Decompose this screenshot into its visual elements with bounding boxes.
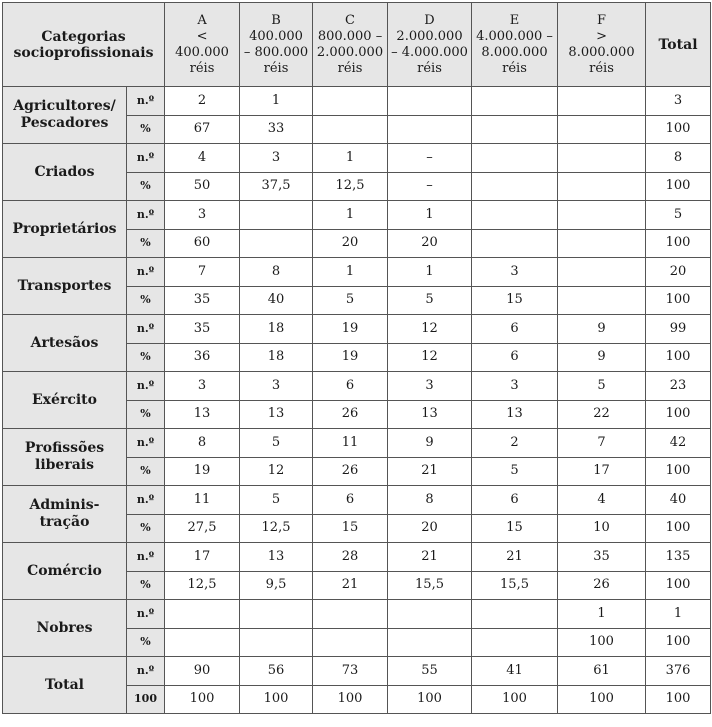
table-cell: 7 xyxy=(165,258,240,287)
table-cell xyxy=(240,600,313,629)
table-cell xyxy=(558,87,646,116)
table-cell: 100 xyxy=(388,685,472,714)
row-unit-label: n.º xyxy=(127,144,165,173)
table-row-count xyxy=(3,600,711,629)
table-cell: 99 xyxy=(646,315,711,344)
table-cell: 100 xyxy=(646,115,711,144)
table-cell: 18 xyxy=(240,315,313,344)
row-unit-label: n.º xyxy=(127,657,165,686)
table-cell: 4 xyxy=(165,144,240,173)
table-cell: 42 xyxy=(646,429,711,458)
table-cell: 100 xyxy=(646,172,711,201)
table-cell xyxy=(558,115,646,144)
header-col-line: 2.000.000 xyxy=(316,44,384,60)
table-cell: 13 xyxy=(165,400,240,429)
socioprofessional-table xyxy=(2,2,711,714)
table-cell: – xyxy=(388,172,472,201)
table-cell: 6 xyxy=(313,372,388,401)
table-cell: 26 xyxy=(313,400,388,429)
table-cell: 8 xyxy=(388,486,472,515)
header-col-e xyxy=(472,3,558,87)
table-cell: 6 xyxy=(472,315,558,344)
table-row-count xyxy=(3,201,711,230)
table-cell: 100 xyxy=(646,628,711,657)
table-cell: 11 xyxy=(165,486,240,515)
row-unit-label: % xyxy=(127,400,165,429)
table-cell: 3 xyxy=(165,201,240,230)
row-unit-label: n.º xyxy=(127,372,165,401)
table-cell: 41 xyxy=(472,657,558,686)
table-cell: 27,5 xyxy=(165,514,240,543)
row-category: Adminis- tração xyxy=(3,486,127,543)
row-category: Transportes xyxy=(3,258,127,315)
header-col-line: < xyxy=(196,28,208,44)
table-cell: 13 xyxy=(388,400,472,429)
table-cell: 9,5 xyxy=(240,571,313,600)
table-cell: 15 xyxy=(313,514,388,543)
table-cell: 3 xyxy=(646,87,711,116)
table-cell: – xyxy=(388,144,472,173)
table-cell: 5 xyxy=(313,286,388,315)
table-cell: 18 xyxy=(240,343,313,372)
table-row-count xyxy=(3,258,711,287)
row-category: Nobres xyxy=(3,600,127,657)
header-col-line: – 800.000 xyxy=(243,44,309,60)
header-col-letter: C xyxy=(345,12,355,28)
table-cell: 12,5 xyxy=(240,514,313,543)
table-header xyxy=(3,3,711,87)
table-cell: 13 xyxy=(240,543,313,572)
table-cell: 9 xyxy=(558,343,646,372)
table-cell: 7 xyxy=(558,429,646,458)
table-cell: 5 xyxy=(472,457,558,486)
table-cell: 100 xyxy=(646,286,711,315)
header-col-d xyxy=(388,3,472,87)
table-cell: 55 xyxy=(388,657,472,686)
table-cell: 100 xyxy=(646,343,711,372)
table-cell: 17 xyxy=(165,543,240,572)
table-cell: 1 xyxy=(646,600,711,629)
header-col-line: 4.000.000 – xyxy=(476,28,553,44)
table-cell: 19 xyxy=(313,343,388,372)
header-col-f xyxy=(558,3,646,87)
header-col-line: > xyxy=(596,28,607,44)
table-cell: 100 xyxy=(646,571,711,600)
header-col-line: réis xyxy=(589,60,614,76)
table-cell: 10 xyxy=(558,514,646,543)
table-cell: 12,5 xyxy=(313,172,388,201)
table-cell xyxy=(165,600,240,629)
header-total: Total xyxy=(646,3,711,87)
table-row-count xyxy=(3,144,711,173)
table-cell: 5 xyxy=(558,372,646,401)
table-cell: 3 xyxy=(240,372,313,401)
row-unit-label: % xyxy=(127,115,165,144)
header-col-letter: B xyxy=(271,12,281,28)
table-cell: 12 xyxy=(388,343,472,372)
table-cell: 5 xyxy=(388,286,472,315)
table-cell: 15 xyxy=(472,514,558,543)
table-cell: 22 xyxy=(558,400,646,429)
table-row-count xyxy=(3,372,711,401)
table-cell: 100 xyxy=(646,400,711,429)
table-cell: 5 xyxy=(240,429,313,458)
table-cell: 9 xyxy=(558,315,646,344)
table-cell xyxy=(240,628,313,657)
header-col-line: 800.000 – xyxy=(317,28,383,44)
table-cell: 15 xyxy=(472,286,558,315)
table-cell: 3 xyxy=(472,372,558,401)
row-category: Comércio xyxy=(3,543,127,600)
row-unit-label: % xyxy=(127,172,165,201)
table-cell xyxy=(388,115,472,144)
table-cell: 1 xyxy=(313,144,388,173)
table-cell: 1 xyxy=(313,258,388,287)
table-row-count xyxy=(3,657,711,686)
row-unit-label: % xyxy=(127,571,165,600)
table-cell: 35 xyxy=(165,286,240,315)
table-cell: 21 xyxy=(388,457,472,486)
table-cell: 8 xyxy=(240,258,313,287)
row-unit-label: n.º xyxy=(127,429,165,458)
row-category: Total xyxy=(3,657,127,714)
table-cell: 1 xyxy=(558,600,646,629)
table-cell xyxy=(240,201,313,230)
row-category: Criados xyxy=(3,144,127,201)
table-cell: 73 xyxy=(313,657,388,686)
table-cell xyxy=(472,600,558,629)
header-col-line: 400.000 xyxy=(175,44,229,60)
row-unit-label: n.º xyxy=(127,543,165,572)
row-category: Proprietários xyxy=(3,201,127,258)
table-cell: 5 xyxy=(240,486,313,515)
header-col-line: réis xyxy=(417,60,442,76)
row-category: Artesãos xyxy=(3,315,127,372)
table-cell xyxy=(558,172,646,201)
table-cell: 67 xyxy=(165,115,240,144)
table-cell: 135 xyxy=(646,543,711,572)
table-cell: 26 xyxy=(558,571,646,600)
table-cell: 1 xyxy=(388,201,472,230)
header-col-a xyxy=(165,3,240,87)
row-unit-label: % xyxy=(127,229,165,258)
table-cell xyxy=(558,144,646,173)
table-cell xyxy=(472,229,558,258)
table-cell xyxy=(388,600,472,629)
table-cell: 90 xyxy=(165,657,240,686)
table-cell: 1 xyxy=(240,87,313,116)
table-cell xyxy=(472,87,558,116)
table-cell: 28 xyxy=(313,543,388,572)
table-cell: 6 xyxy=(313,486,388,515)
table-cell: 11 xyxy=(313,429,388,458)
table-cell: 3 xyxy=(240,144,313,173)
table-cell: 40 xyxy=(240,286,313,315)
table-cell xyxy=(313,87,388,116)
row-unit-label: n.º xyxy=(127,486,165,515)
row-unit-label: % xyxy=(127,343,165,372)
table-cell: 20 xyxy=(646,258,711,287)
table-cell xyxy=(313,600,388,629)
row-unit-label: n.º xyxy=(127,315,165,344)
table-cell: 3 xyxy=(165,372,240,401)
row-unit-label: n.º xyxy=(127,258,165,287)
table-cell: 61 xyxy=(558,657,646,686)
table-cell: 4 xyxy=(558,486,646,515)
row-category: Agricultores/ Pescadores xyxy=(3,87,127,144)
table-cell xyxy=(472,144,558,173)
header-col-line: 8.000.000 xyxy=(568,44,635,60)
table-cell: 376 xyxy=(646,657,711,686)
table-cell: 56 xyxy=(240,657,313,686)
table-cell: 100 xyxy=(646,229,711,258)
table-cell: 35 xyxy=(165,315,240,344)
table-cell xyxy=(472,115,558,144)
table-cell: 36 xyxy=(165,343,240,372)
table-cell: 60 xyxy=(165,229,240,258)
table-cell: 100 xyxy=(558,628,646,657)
table-row-count xyxy=(3,429,711,458)
table-cell: 1 xyxy=(388,258,472,287)
table-cell: 20 xyxy=(388,514,472,543)
header-col-line: réis xyxy=(502,60,527,76)
header-col-line: réis xyxy=(189,60,215,76)
table-cell: 19 xyxy=(165,457,240,486)
header-category: Categorias socioprofissionais xyxy=(3,3,165,87)
table-cell: 50 xyxy=(165,172,240,201)
table-cell xyxy=(472,172,558,201)
table-cell: 26 xyxy=(313,457,388,486)
table-cell: 8 xyxy=(165,429,240,458)
row-unit-label: % xyxy=(127,457,165,486)
row-unit-label: n.º xyxy=(127,600,165,629)
table-cell: 100 xyxy=(558,685,646,714)
table-cell: 20 xyxy=(313,229,388,258)
table-cell: 15,5 xyxy=(388,571,472,600)
row-unit-label: % xyxy=(127,628,165,657)
table-cell: 33 xyxy=(240,115,313,144)
table-cell xyxy=(313,628,388,657)
table-body xyxy=(3,87,711,714)
table-cell: 3 xyxy=(388,372,472,401)
header-col-letter: A xyxy=(197,12,207,28)
table-cell xyxy=(558,201,646,230)
table-cell: 20 xyxy=(388,229,472,258)
table-cell: 100 xyxy=(646,685,711,714)
table-cell xyxy=(558,258,646,287)
table-row-count xyxy=(3,543,711,572)
table-cell: 6 xyxy=(472,486,558,515)
table-cell: 100 xyxy=(240,685,313,714)
table-cell: 2 xyxy=(472,429,558,458)
table-cell: 8 xyxy=(646,144,711,173)
table-cell: 1 xyxy=(313,201,388,230)
header-col-line: 2.000.000 xyxy=(396,28,463,44)
table-cell: 37,5 xyxy=(240,172,313,201)
table-cell: 19 xyxy=(313,315,388,344)
table-cell: 100 xyxy=(313,685,388,714)
table-cell: 5 xyxy=(646,201,711,230)
table-cell: 21 xyxy=(472,543,558,572)
table-cell: 40 xyxy=(646,486,711,515)
header-col-letter: E xyxy=(509,12,520,28)
table-cell: 6 xyxy=(472,343,558,372)
table-cell xyxy=(472,201,558,230)
table-cell: 12 xyxy=(388,315,472,344)
row-unit-label: n.º xyxy=(127,87,165,116)
table-cell: 13 xyxy=(240,400,313,429)
row-unit-label: % xyxy=(127,514,165,543)
table-cell: 100 xyxy=(472,685,558,714)
table-cell: 21 xyxy=(388,543,472,572)
table-row-count xyxy=(3,315,711,344)
table-cell xyxy=(165,628,240,657)
table-cell: 15,5 xyxy=(472,571,558,600)
row-category: Exército xyxy=(3,372,127,429)
header-col-c xyxy=(313,3,388,87)
header-col-line: 8.000.000 xyxy=(481,44,548,60)
table-cell: 35 xyxy=(558,543,646,572)
header-col-b xyxy=(240,3,313,87)
table-cell: 9 xyxy=(388,429,472,458)
table-cell xyxy=(472,628,558,657)
row-unit-label: n.º xyxy=(127,201,165,230)
table-row-count xyxy=(3,486,711,515)
table-cell xyxy=(558,286,646,315)
header-col-letter: D xyxy=(424,12,435,28)
table-cell: 3 xyxy=(472,258,558,287)
row-category: Profissões liberais xyxy=(3,429,127,486)
table-cell: 2 xyxy=(165,87,240,116)
table-cell: 100 xyxy=(165,685,240,714)
header-col-line: 400.000 xyxy=(249,28,303,44)
table-cell xyxy=(388,87,472,116)
row-unit-label: % xyxy=(127,286,165,315)
table-cell: 23 xyxy=(646,372,711,401)
header-col-line: – 4.000.000 xyxy=(391,44,468,60)
table-cell: 13 xyxy=(472,400,558,429)
table-cell: 100 xyxy=(646,457,711,486)
header-col-line: réis xyxy=(337,60,363,76)
header-col-letter: F xyxy=(597,12,607,28)
header-col-line: réis xyxy=(263,60,289,76)
table-row-count xyxy=(3,87,711,116)
table-cell: 21 xyxy=(313,571,388,600)
table-cell xyxy=(240,229,313,258)
table-cell xyxy=(313,115,388,144)
table-cell xyxy=(558,229,646,258)
table-cell: 100 xyxy=(646,514,711,543)
table-cell: 12,5 xyxy=(165,571,240,600)
row-unit-label: 100 xyxy=(127,685,165,714)
table-cell: 17 xyxy=(558,457,646,486)
table-cell: 12 xyxy=(240,457,313,486)
table-cell xyxy=(388,628,472,657)
